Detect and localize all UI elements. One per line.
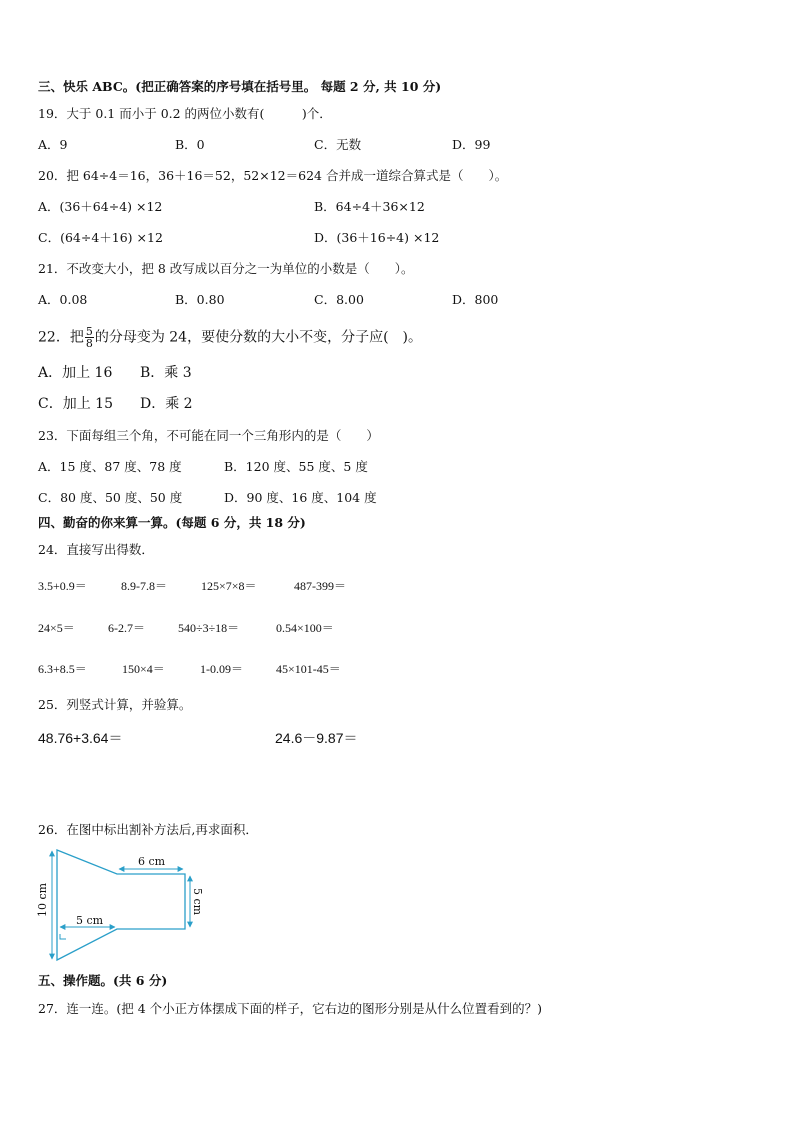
q22-suffix: 的分母变为 24，要使分数的大小不变，分子应( )。 <box>94 329 423 346</box>
q23-option-a: A．15 度、87 度、78 度 <box>38 459 182 474</box>
q26-label-6cm: 6 cm <box>138 855 166 868</box>
q22-option-c: C．加上 15 <box>38 396 113 412</box>
q24-r3-c1: 6.3+8.5＝ <box>38 662 87 676</box>
q21-option-d: D．800 <box>452 292 499 307</box>
section5-heading: 五、操作题。(共 6 分) <box>38 973 168 988</box>
q22-fraction <box>85 326 94 349</box>
q24-r1-c3: 125×7×8＝ <box>201 579 257 593</box>
q26-shape-outline <box>57 850 185 960</box>
q24-r2-c4: 0.54×100＝ <box>276 621 334 635</box>
q20-option-a: A．(36＋64÷4) ×12 <box>38 199 163 214</box>
q20-text: 20．把 64÷4＝16，36＋16＝52，52×12＝624 合并成一道综合算式是（ ）。 <box>38 168 508 183</box>
q24-r3-c4: 45×101-45＝ <box>276 662 341 676</box>
q25-text: 25．列竖式计算，并验算。 <box>38 697 192 712</box>
q24-r3-c3: 1-0.09＝ <box>200 662 243 676</box>
q21-text: 21．不改变大小，把 8 改写成以百分之一为单位的小数是（ ）。 <box>38 261 414 276</box>
q20-option-c: C．(64÷4＋16) ×12 <box>38 230 163 245</box>
q20-option-b: B．64÷4＋36×12 <box>314 199 425 214</box>
q26-right-angle-mark <box>60 934 66 939</box>
q22-numerator: 5 <box>85 325 93 338</box>
q26-figure <box>30 842 210 972</box>
q27-text: 27．连一连。(把 4 个小正方体摆成下面的样子，它右边的图形分别是从什么位置看到的？) <box>38 1001 543 1016</box>
q24-r2-c3: 540÷3÷18＝ <box>178 621 240 635</box>
q26-text: 26．在图中标出割补方法后,再求面积． <box>38 822 258 837</box>
q23-option-d: D．90 度、16 度、104 度 <box>224 490 377 505</box>
q23-text: 23．下面每组三个角，不可能在同一个三角形内的是（ ） <box>38 428 379 443</box>
q26-label-10cm: 10 cm <box>36 882 49 917</box>
q19-text: 19．大于 0.1 而小于 0.2 的两位小数有( )个． <box>38 106 332 121</box>
q22-prefix: 22．把 <box>38 329 84 346</box>
q26-label-5cm-inner: 5 cm <box>76 914 104 927</box>
q25-expression-1: 48.76+3.64＝ <box>38 730 123 746</box>
q19-option-d: D．99 <box>452 137 491 152</box>
q22-denominator: 8 <box>85 337 93 350</box>
q23-option-b: B．120 度、55 度、5 度 <box>224 459 368 474</box>
q23-option-c: C．80 度、50 度、50 度 <box>38 490 183 505</box>
q26-label-5cm-right: 5 cm <box>191 888 204 916</box>
q22-option-d: D．乘 2 <box>140 396 193 412</box>
q21-option-c: C．8.00 <box>314 292 364 307</box>
q21-option-a: A．0.08 <box>38 292 88 307</box>
q19-option-c: C．无数 <box>314 137 362 152</box>
q24-r1-c2: 8.9-7.8＝ <box>121 579 167 593</box>
section4-heading: 四、勤奋的你来算一算。(每题 6 分，共 18 分) <box>38 515 306 530</box>
q21-option-b: B．0.80 <box>175 292 225 307</box>
q22-option-a: A．加上 16 <box>38 365 113 381</box>
q24-text: 24．直接写出得数． <box>38 542 154 557</box>
q20-option-d: D．(36＋16÷4) ×12 <box>314 230 440 245</box>
q22-option-b: B．乘 3 <box>140 365 192 381</box>
q19-option-b: B．0 <box>175 137 205 152</box>
q24-r2-c1: 24×5＝ <box>38 621 75 635</box>
section3-heading: 三、快乐 ABC。(把正确答案的序号填在括号里。 每题 2 分, 共 10 分) <box>38 79 442 94</box>
q24-r1-c4: 487-399＝ <box>294 579 346 593</box>
q24-r1-c1: 3.5+0.9＝ <box>38 579 87 593</box>
q19-option-a: A．9 <box>38 137 68 152</box>
q25-expression-2: 24.6－9.87＝ <box>275 730 358 746</box>
q24-r3-c2: 150×4＝ <box>122 662 165 676</box>
q22-text <box>38 326 422 349</box>
q24-r2-c2: 6-2.7＝ <box>108 621 145 635</box>
